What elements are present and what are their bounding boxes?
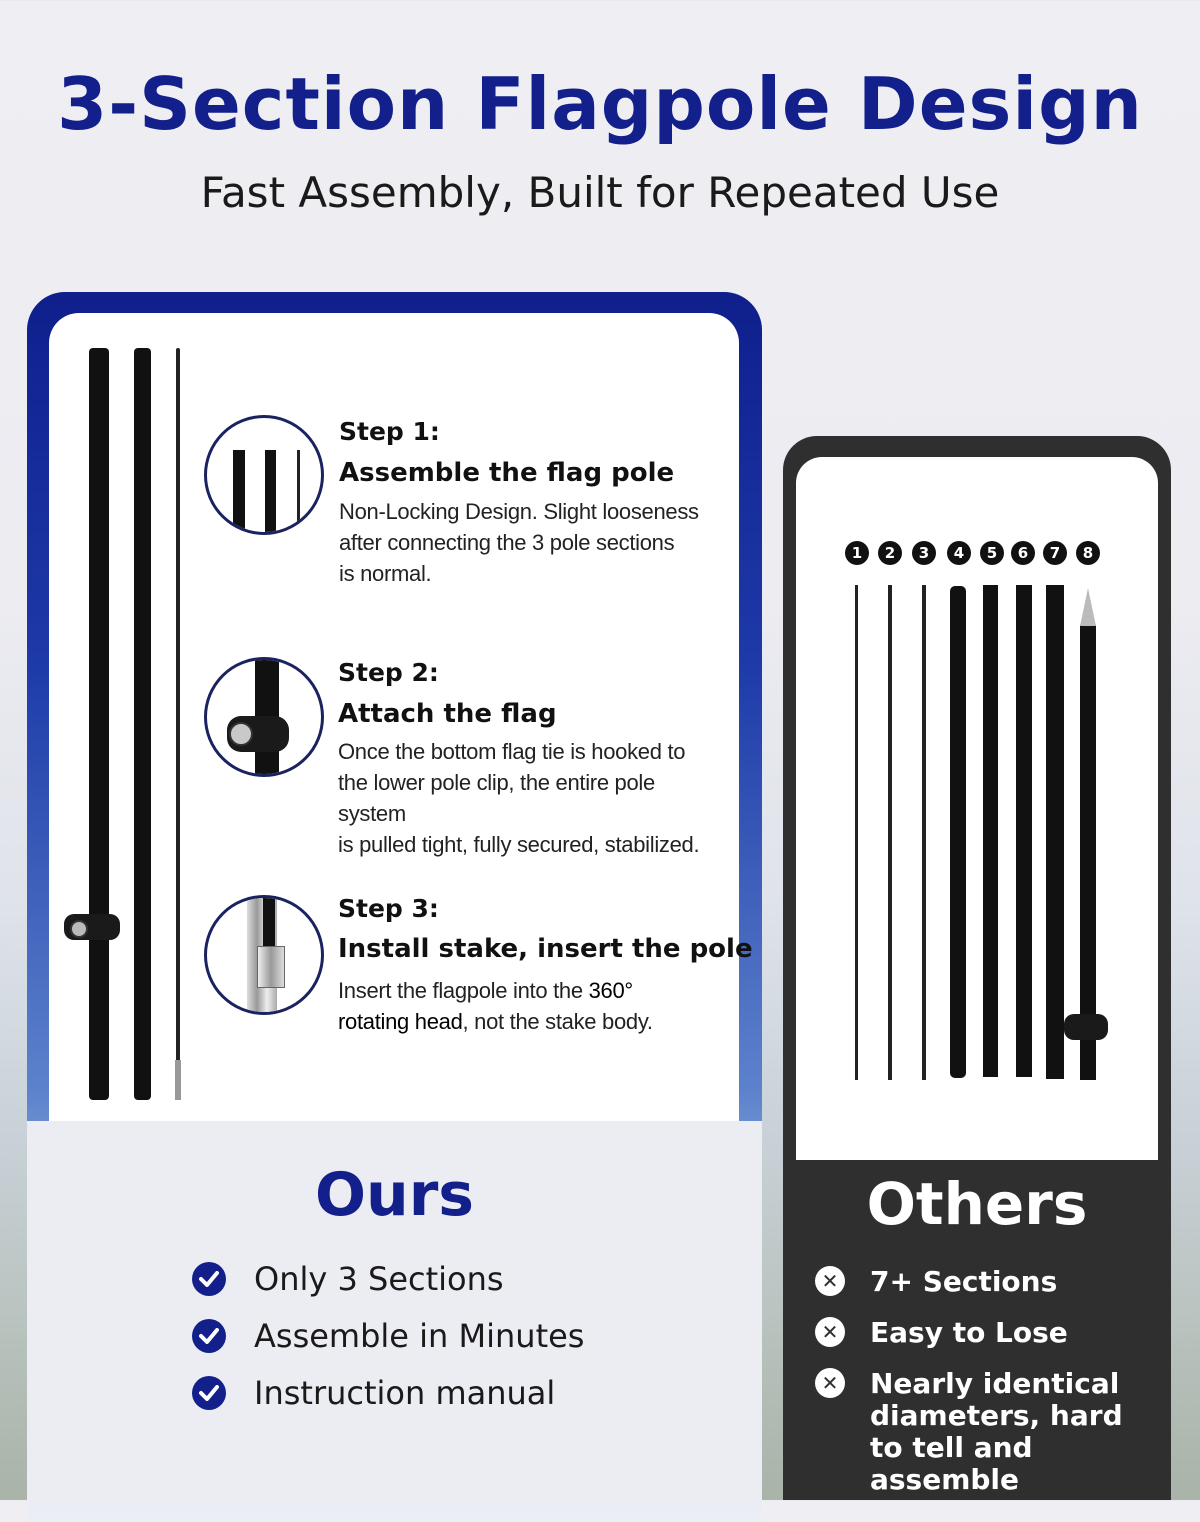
section-number-badge: 3 <box>912 541 936 565</box>
step-3-desc-line-1-a: Insert the flagpole into the <box>338 978 589 1003</box>
section-number-badge: 4 <box>947 541 971 565</box>
ours-feature-text: Only 3 Sections <box>254 1260 504 1298</box>
step-3-description <box>338 975 728 1037</box>
step-3-desc-line-1-b: 360° <box>588 978 633 1003</box>
competitor-pole-section <box>1080 625 1096 1080</box>
ours-heading: Ours <box>314 1160 475 1230</box>
step-2-title: Attach the flag <box>338 699 557 729</box>
step-1-desc-rest: Slight looseness <box>537 499 699 524</box>
step-2-description <box>338 736 728 860</box>
pole-section-bottom <box>89 348 109 1100</box>
step-1-desc-line-3: is normal. <box>339 561 432 586</box>
step-3-desc-line-2-b: , not the stake body. <box>462 1009 653 1034</box>
step-1-title: Assemble the flag pole <box>339 458 675 488</box>
competitor-pole-section <box>1046 585 1064 1079</box>
competitor-pole-clip <box>1064 1014 1108 1040</box>
x-icon: ✕ <box>815 1266 845 1296</box>
others-feature-item <box>815 1368 1150 1496</box>
check-icon <box>192 1262 226 1296</box>
step-2-image <box>204 657 324 777</box>
competitor-pole-spike <box>1080 588 1096 626</box>
step-1-description <box>339 496 709 589</box>
step-3-title: Install stake, insert the pole <box>338 934 753 964</box>
others-heading: Others <box>866 1170 1088 1238</box>
step-3-desc-line-2-a: rotating head <box>338 1009 463 1034</box>
step-2-desc-line-3: is pulled tight, fully secured, stabilized. <box>338 832 700 857</box>
ours-feature-item <box>192 1373 555 1413</box>
check-icon <box>192 1376 226 1410</box>
others-feature-text: Nearly identical diameters, hard to tell and assemble <box>870 1367 1123 1496</box>
step-1-desc-line-2: after connecting the 3 pole sections <box>339 530 675 555</box>
competitor-pole-section <box>888 585 892 1080</box>
competitor-pole-section <box>983 585 998 1077</box>
competitor-pole-section <box>950 586 966 1078</box>
ours-feature-item <box>192 1259 504 1299</box>
x-icon: ✕ <box>815 1368 845 1398</box>
section-number-badge: 5 <box>980 541 1004 565</box>
step-2-label: Step 2: <box>338 658 439 687</box>
competitor-pole-section <box>855 585 858 1080</box>
pole-tip <box>175 1060 181 1100</box>
section-number-badge: 2 <box>878 541 902 565</box>
others-feature-item <box>815 1266 1150 1298</box>
ours-feature-text: Assemble in Minutes <box>254 1317 585 1355</box>
ours-feature-text: Instruction manual <box>254 1374 556 1412</box>
step-1-label: Step 1: <box>339 417 440 446</box>
page-title: 3-Section Flagpole Design <box>57 62 1143 146</box>
section-number-badge: 8 <box>1076 541 1100 565</box>
pole-clip <box>64 914 120 940</box>
ours-feature-item <box>192 1316 584 1356</box>
section-number-badge: 1 <box>845 541 869 565</box>
others-feature-text: 7+ Sections <box>870 1265 1058 1298</box>
step-1-image <box>204 415 324 535</box>
x-icon: ✕ <box>815 1317 845 1347</box>
step-2-desc-line-2: the lower pole clip, the entire pole system <box>338 770 655 826</box>
step-1-desc-bold: Non-Locking Design. <box>339 499 538 524</box>
section-number-badge: 7 <box>1043 541 1067 565</box>
step-3-image <box>204 895 324 1015</box>
pole-section-top <box>176 348 180 1100</box>
step-3-label: Step 3: <box>338 894 439 923</box>
section-number-badge: 6 <box>1011 541 1035 565</box>
competitor-pole-section <box>1016 585 1032 1077</box>
others-feature-item <box>815 1317 1150 1349</box>
step-2-desc-line-1: Once the bottom flag tie is hooked to <box>338 739 686 764</box>
others-feature-text: Easy to Lose <box>870 1316 1068 1349</box>
check-icon <box>192 1319 226 1353</box>
pole-section-middle <box>134 348 151 1100</box>
competitor-pole-section <box>922 585 926 1080</box>
page-subtitle: Fast Assembly, Built for Repeated Use <box>200 168 1000 217</box>
